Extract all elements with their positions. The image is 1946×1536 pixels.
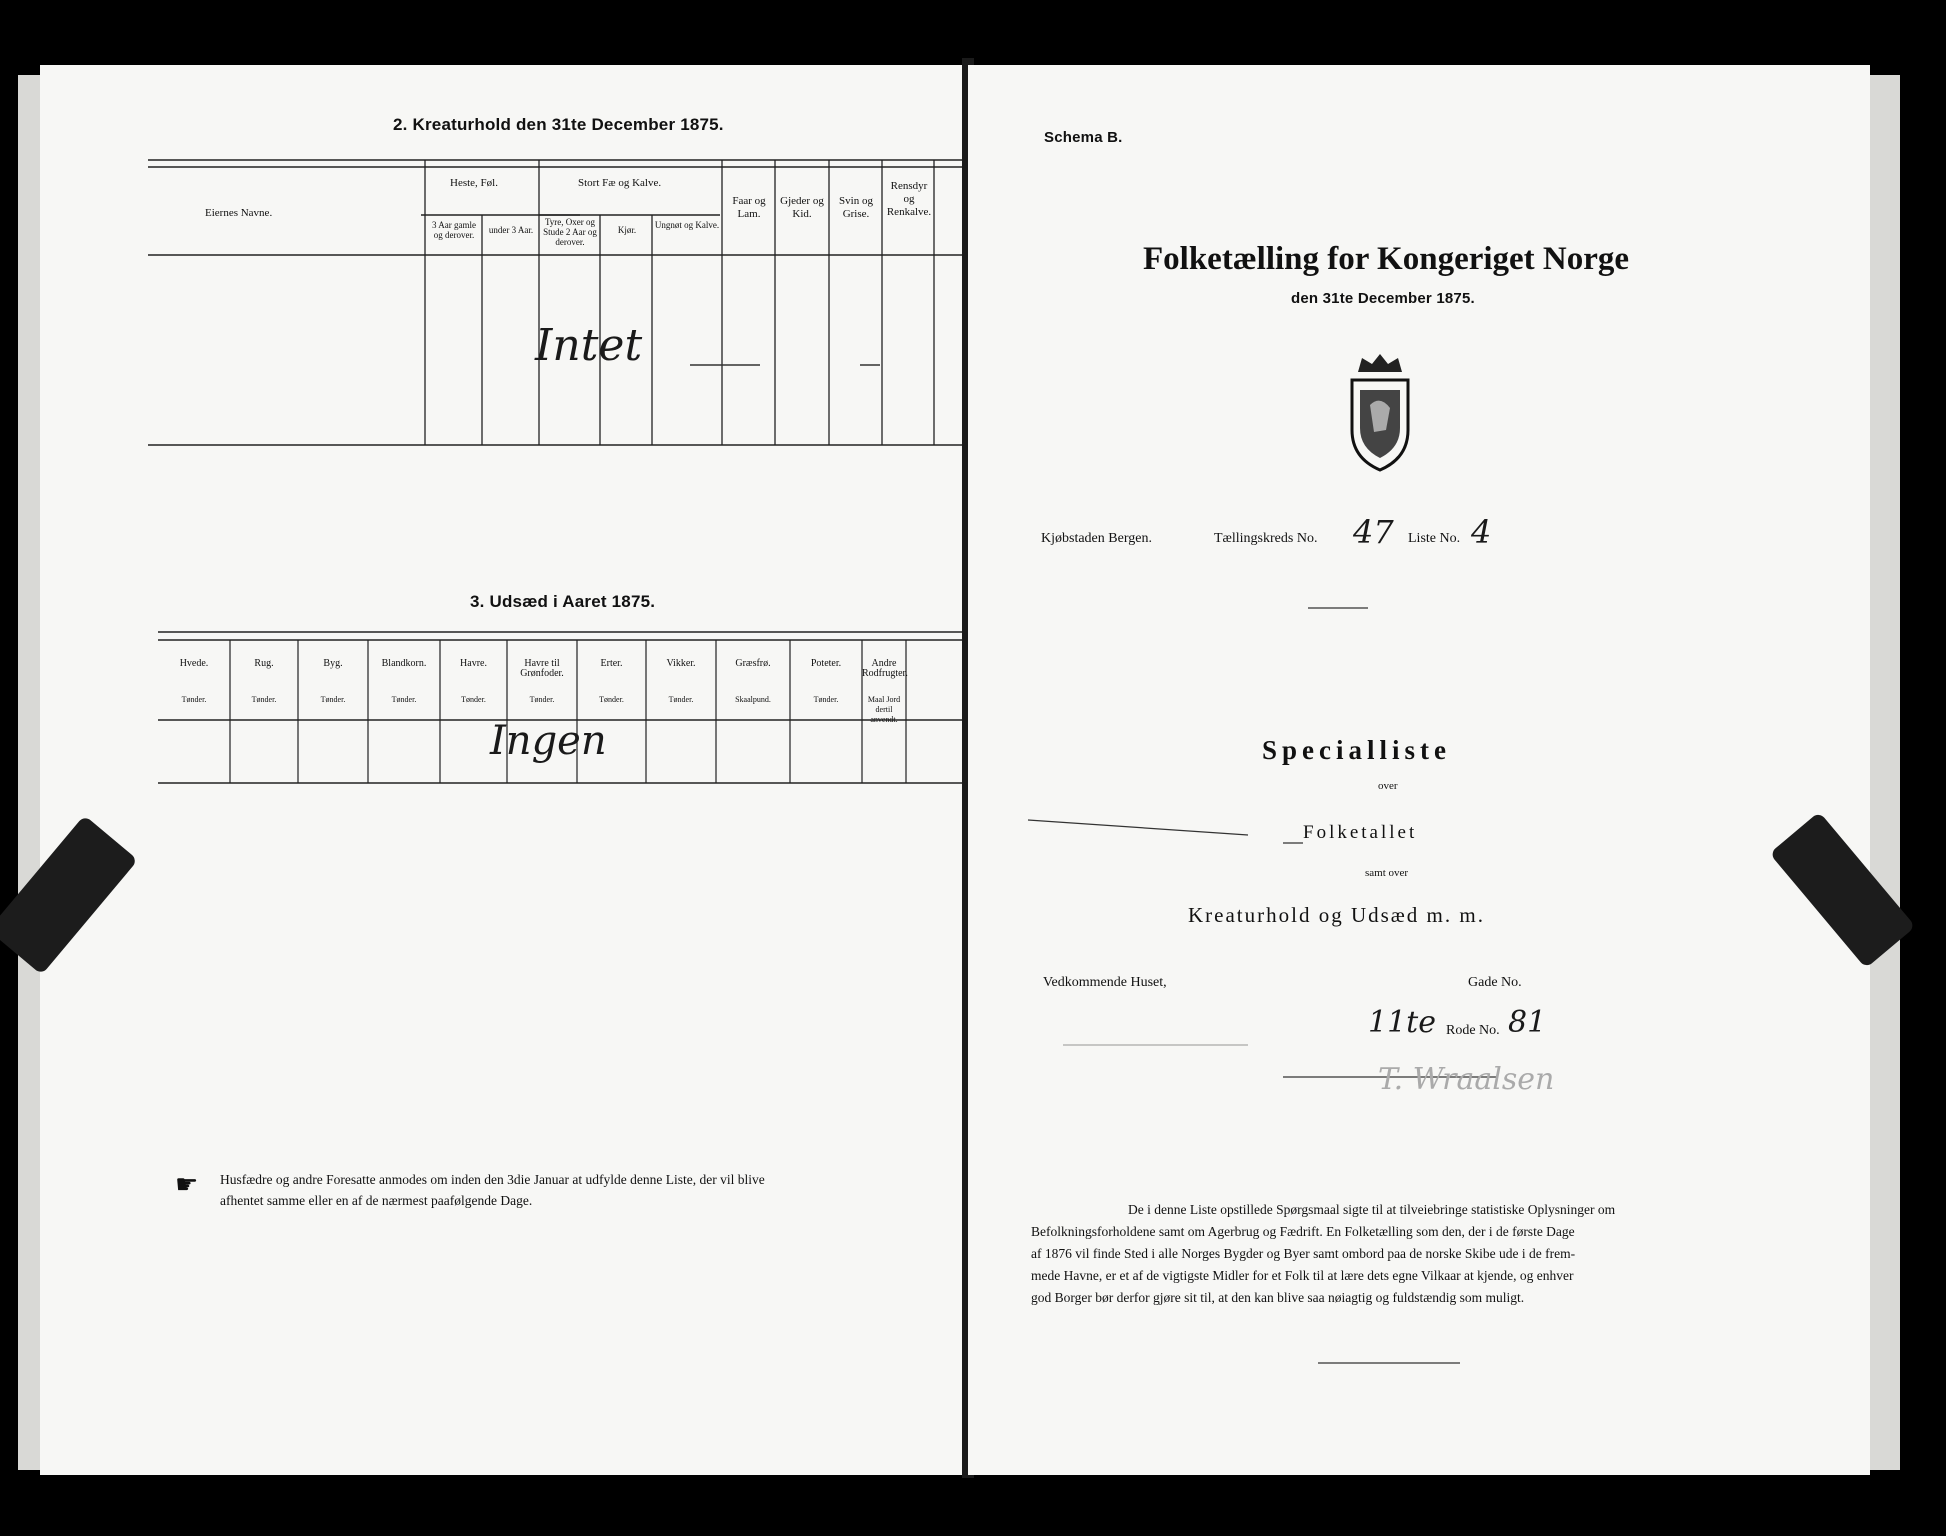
paragraph-line: De i denne Liste opstillede Spørgsmaal sigte til at tilveiebringe statistiske Oplysninger om	[1128, 1202, 1616, 1217]
udsaed-col-unit: Skaalpund.	[735, 695, 771, 704]
udsaed-col-header: Havre.	[460, 658, 487, 669]
liste-value: 4	[1471, 513, 1492, 551]
schema-label: Schema B.	[1044, 129, 1123, 146]
section2-title: 2. Kreaturhold den 31te December 1875.	[393, 115, 724, 134]
paragraph-line: Befolkningsforholdene samt om Agerbrug og Fædrift. En Folketælling som den, der i de første Dage	[1031, 1224, 1575, 1239]
udsaed-col-header: Poteter.	[810, 658, 842, 669]
over-label: over	[1378, 780, 1398, 792]
paragraph-line: mede Havne, er et af de vigtigste Midler for et Folk til at lære dets egne Vilkaar at kjende, og enhver	[1031, 1268, 1574, 1283]
kreatur-line: Kreaturhold og Udsæd m. m.	[1188, 903, 1485, 927]
paragraph-line: god Borger bør derfor gjøre sit til, at den kan blive saa nøiagtig og fuldstændig som muligt.	[1031, 1290, 1525, 1305]
samt-over-label: samt over	[1365, 867, 1409, 879]
col-faar: Faar og Lam.	[732, 195, 766, 220]
handwritten-ingen: Ingen	[490, 718, 607, 764]
udsaed-col-unit: Tønder.	[251, 695, 277, 704]
liste-label: Liste No.	[1408, 531, 1461, 546]
col-rensdyr: Rensdyr og Renkalve.	[886, 180, 932, 218]
rode-label: Rode No.	[1446, 1023, 1500, 1038]
right-page-edge	[1870, 75, 1900, 1470]
intet-strokes	[40, 65, 968, 1475]
vedkommende-label: Vedkommende Huset,	[1043, 975, 1167, 990]
paragraph-line: af 1876 vil finde Sted i alle Norges Bygder og Byer samt ombord paa de norske Skibe ude i de frem-	[1031, 1246, 1576, 1261]
gade-label: Gade No.	[1468, 975, 1522, 990]
place-label: Kjøbstaden Bergen.	[1041, 531, 1152, 546]
handwritten-intet: Intet	[535, 320, 643, 371]
col-tyre: Tyre, Oxer og Stude 2 Aar og derover.	[543, 217, 597, 247]
udsaed-col-header: Andre Rodfrugter.	[862, 658, 908, 679]
folketallet-label: Folketallet	[1303, 822, 1418, 843]
udsaed-col-unit: Tønder.	[599, 695, 624, 704]
udsaed-col-header: Havre til Grønfoder.	[520, 658, 564, 679]
signature: T. Wraalsen	[1378, 1062, 1555, 1097]
storfae-group-header: Stort Fæ og Kalve.	[578, 177, 662, 189]
col-gjeder: Gjeder og Kid.	[780, 195, 824, 220]
udsaed-col-header: Erter.	[600, 658, 623, 669]
udsaed-col-header: Hvede.	[179, 658, 209, 669]
udsaed-col-unit: Maal Jord dertil anvendt.	[867, 695, 901, 724]
kreds-label: Tællingskreds No.	[1214, 531, 1318, 546]
col-kjor: Kjør.	[617, 225, 637, 235]
udsaed-col-unit: Tønder.	[461, 695, 486, 704]
date-line: den 31te December 1875.	[1291, 290, 1475, 307]
udsaed-col-unit: Tønder.	[181, 695, 207, 704]
udsaed-col-header: Vikker.	[666, 658, 696, 669]
rode-value-prefix: 11te	[1368, 1005, 1436, 1040]
right-page	[968, 65, 1870, 1475]
udsaed-col-unit: Tønder.	[668, 695, 694, 704]
udsaed-col-header: Græsfrø.	[735, 658, 771, 669]
left-page	[40, 65, 968, 1475]
udsaed-col-header: Rug.	[254, 658, 274, 669]
col-svin: Svin og Grise.	[839, 195, 873, 220]
rode-value: 81	[1508, 1005, 1547, 1040]
col-heste-under3: under 3 Aar.	[488, 225, 534, 235]
pointing-hand-icon: ☛	[175, 1170, 199, 1199]
col-ungnot: Ungnøt og Kalve.	[654, 220, 720, 230]
udsaed-col-unit: Tønder.	[813, 695, 839, 704]
udsaed-col-unit: Tønder.	[529, 695, 555, 704]
special-title: Specialliste	[1262, 735, 1451, 765]
owner-column-header: Eiernes Navne.	[205, 207, 273, 219]
udsaed-col-header: Byg.	[323, 658, 343, 669]
udsaed-col-header: Blandkorn.	[381, 658, 427, 669]
right-page-rules	[968, 65, 1870, 1475]
heste-group-header: Heste, Føl.	[450, 177, 498, 189]
section3-title: 3. Udsæd i Aaret 1875.	[470, 592, 656, 611]
udsaed-col-unit: Tønder.	[391, 695, 417, 704]
footnote-line-2: afhentet samme eller en af de nærmest paafølgende Dage.	[220, 1193, 533, 1208]
col-heste-3aar: 3 Aar gamle og derover.	[432, 220, 476, 240]
kreds-value: 47	[1353, 513, 1394, 551]
left-page-edge	[18, 75, 40, 1470]
main-title: Folketælling for Kongeriget Norge	[1143, 241, 1630, 277]
udsaed-col-unit: Tønder.	[320, 695, 346, 704]
footnote-line-1: Husfædre og andre Foresatte anmodes om inden den 3die Januar at udfylde denne Liste, der vil blive	[220, 1172, 765, 1187]
